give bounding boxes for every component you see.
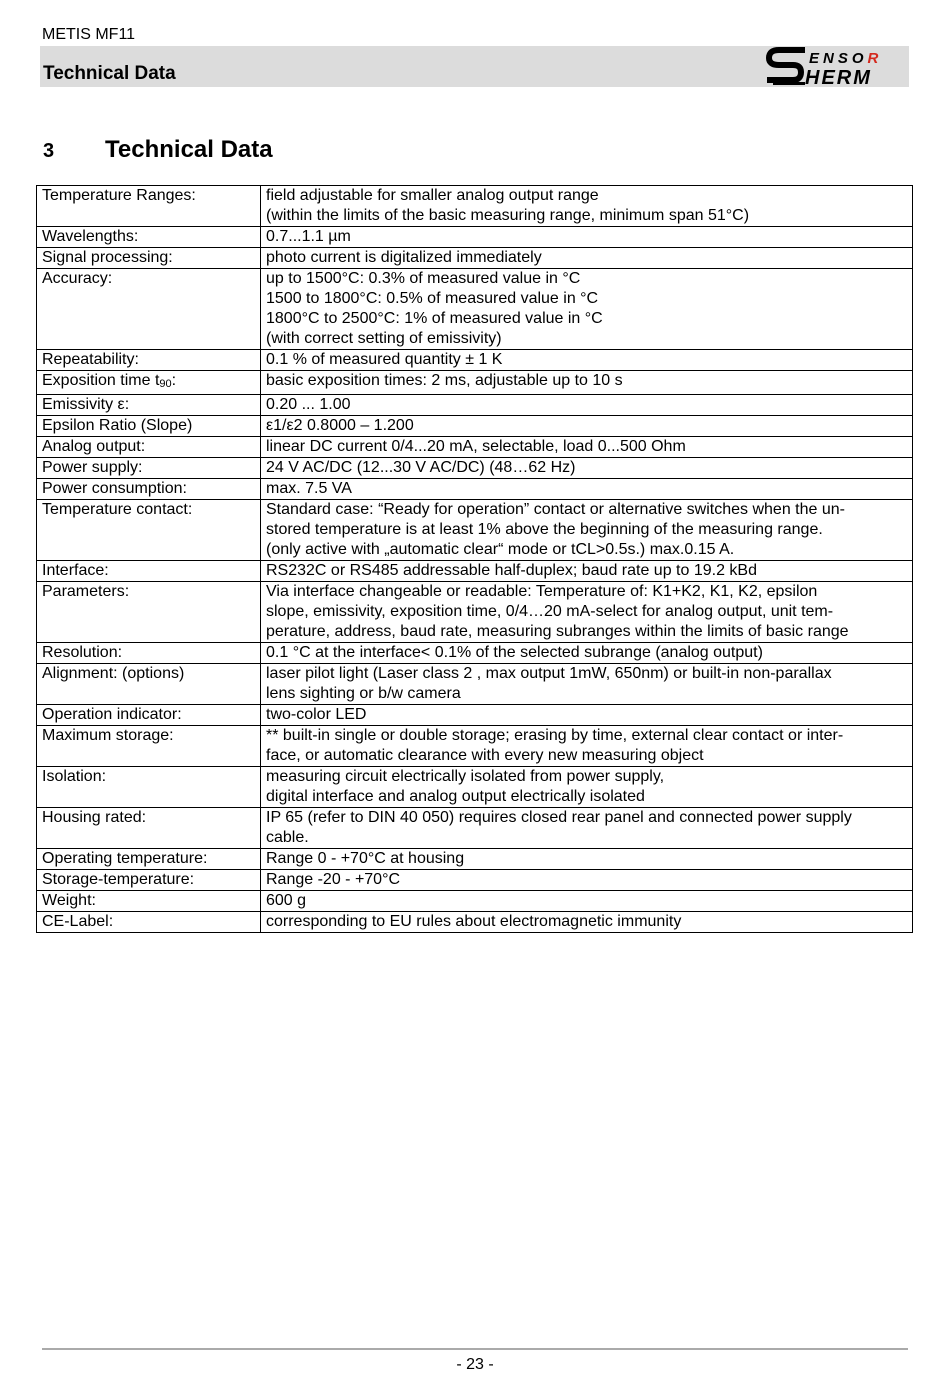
spec-label: Temperature contact:	[37, 500, 261, 561]
spec-label: Power supply:	[37, 458, 261, 479]
document-title: METIS MF11	[42, 26, 136, 43]
spec-label: Emissivity ε:	[37, 395, 261, 416]
spec-value-line: linear DC current 0/4...20 mA, selectable, load 0...500 Ohm	[266, 438, 686, 455]
table-row	[37, 350, 913, 371]
spec-value	[261, 416, 913, 437]
spec-value	[261, 248, 913, 269]
table-row	[37, 395, 913, 416]
spec-label: Alignment: (options)	[37, 664, 261, 705]
spec-value-line: lens sighting or b/w camera	[266, 685, 461, 702]
spec-value-line: cable.	[266, 829, 309, 846]
spec-label: Parameters:	[37, 582, 261, 643]
spec-value	[261, 808, 913, 849]
spec-value	[261, 395, 913, 416]
table-row	[37, 416, 913, 437]
spec-value-line: (within the limits of the basic measuring range, minimum span 51°C)	[266, 207, 750, 224]
spec-value-line: (with correct setting of emissivity)	[266, 330, 502, 347]
table-row	[37, 371, 913, 395]
section-number: 3	[43, 140, 55, 162]
spec-label: Maximum storage:	[37, 726, 261, 767]
spec-value-line: 0.1 % of measured quantity ± 1 K	[266, 351, 503, 368]
spec-label: Accuracy:	[37, 269, 261, 350]
spec-value-line: 24 V AC/DC (12...30 V AC/DC) (48…62 Hz)	[266, 459, 576, 476]
spec-label: Storage-temperature:	[37, 870, 261, 891]
spec-value	[261, 269, 913, 350]
spec-value-line: two-color LED	[266, 706, 367, 723]
spec-value-line: laser pilot light (Laser class 2 , max output 1mW, 650nm) or built-in non-parallax	[266, 665, 832, 682]
spec-value-line: up to 1500°C: 0.3% of measured value in °C	[266, 270, 581, 287]
spec-value-line: 0.7...1.1 µm	[266, 228, 351, 245]
table-row	[37, 479, 913, 500]
table-row	[37, 582, 913, 643]
spec-label: Signal processing:	[37, 248, 261, 269]
table-row	[37, 437, 913, 458]
spec-value	[261, 186, 913, 227]
spec-value	[261, 561, 913, 582]
table-row	[37, 849, 913, 870]
spec-label: Analog output:	[37, 437, 261, 458]
page-number: - 23 -	[456, 1356, 494, 1373]
spec-value	[261, 726, 913, 767]
spec-value	[261, 227, 913, 248]
spec-value	[261, 849, 913, 870]
section-heading	[43, 136, 273, 164]
spec-label: Housing rated:	[37, 808, 261, 849]
spec-label: Temperature Ranges:	[37, 186, 261, 227]
spec-value	[261, 582, 913, 643]
table-row	[37, 500, 913, 561]
spec-value-line: basic exposition times: 2 ms, adjustable up to 10 s	[266, 372, 623, 389]
spec-value-line: perature, address, baud rate, measuring subranges within the limits of basic range	[266, 623, 849, 640]
spec-value-line: 0.20 ... 1.00	[266, 396, 351, 413]
spec-value-line: 1800°C to 2500°C: 1% of measured value in °C	[266, 310, 603, 327]
spec-value	[261, 767, 913, 808]
footer-divider	[42, 1348, 908, 1350]
spec-value-line: ** built-in single or double storage; erasing by time, external clear contact or inter-	[266, 727, 844, 744]
spec-value	[261, 912, 913, 933]
table-row	[37, 726, 913, 767]
spec-label: Weight:	[37, 891, 261, 912]
spec-label: Operation indicator:	[37, 705, 261, 726]
logo-text-top: ENSOR	[809, 50, 883, 67]
spec-value-line: 1500 to 1800°C: 0.5% of measured value in °C	[266, 290, 599, 307]
spec-value	[261, 350, 913, 371]
header-section-title: Technical Data	[43, 63, 176, 84]
table-row	[37, 458, 913, 479]
spec-label: Operating temperature:	[37, 849, 261, 870]
header-bar	[40, 46, 909, 87]
spec-value	[261, 705, 913, 726]
spec-label: Wavelengths:	[37, 227, 261, 248]
table-row	[37, 643, 913, 664]
spec-label: Epsilon Ratio (Slope)	[37, 416, 261, 437]
table-row	[37, 891, 913, 912]
table-row	[37, 870, 913, 891]
spec-value-line: RS232C or RS485 addressable half-duplex; baud rate up to 19.2 kBd	[266, 562, 757, 579]
spec-value-line: IP 65 (refer to DIN 40 050) requires closed rear panel and connected power supply	[266, 809, 852, 826]
spec-value	[261, 664, 913, 705]
spec-value	[261, 479, 913, 500]
table-row	[37, 912, 913, 933]
sensortherm-logo	[765, 46, 907, 88]
table-row	[37, 227, 913, 248]
spec-value-line: field adjustable for smaller analog output range	[266, 187, 599, 204]
spec-value-line: 600 g	[266, 892, 307, 909]
section-title: Technical Data	[105, 136, 273, 163]
spec-value-line: Via interface changeable or readable: Temperature of: K1+K2, K1, K2, epsilon	[266, 583, 818, 600]
spec-label: Repeatability:	[37, 350, 261, 371]
spec-label: Exposition time t90:	[37, 371, 261, 395]
spec-value	[261, 870, 913, 891]
logo-text-bottom: HERM	[805, 67, 872, 88]
spec-value-line: digital interface and analog output electrically isolated	[266, 788, 645, 805]
spec-table	[36, 185, 913, 933]
spec-label: CE-Label:	[37, 912, 261, 933]
spec-value	[261, 643, 913, 664]
spec-label: Isolation:	[37, 767, 261, 808]
spec-value-line: (only active with „automatic clear“ mode or tCL>0.5s.) max.0.15 A.	[266, 541, 735, 558]
spec-value	[261, 371, 913, 395]
spec-value-line: stored temperature is at least 1% above the beginning of the measuring range.	[266, 521, 823, 538]
spec-value-line: slope, emissivity, exposition time, 0/4…20 mA-select for analog output, unit tem-	[266, 603, 834, 620]
spec-value-line: Standard case: “Ready for operation” contact or alternative switches when the un-	[266, 501, 845, 518]
spec-value	[261, 500, 913, 561]
spec-value-line: max. 7.5 VA	[266, 480, 352, 497]
spec-label: Power consumption:	[37, 479, 261, 500]
spec-label: Interface:	[37, 561, 261, 582]
table-row	[37, 248, 913, 269]
table-row	[37, 705, 913, 726]
table-row	[37, 664, 913, 705]
spec-value-line: 0.1 °C at the interface< 0.1% of the selected subrange (analog output)	[266, 644, 763, 661]
table-row	[37, 269, 913, 350]
spec-label: Resolution:	[37, 643, 261, 664]
spec-value-line: corresponding to EU rules about electromagnetic immunity	[266, 913, 682, 930]
table-row	[37, 561, 913, 582]
spec-value-line: face, or automatic clearance with every new measuring object	[266, 747, 704, 764]
spec-value	[261, 437, 913, 458]
spec-value	[261, 458, 913, 479]
spec-value-line: measuring circuit electrically isolated from power supply,	[266, 768, 665, 785]
table-row	[37, 808, 913, 849]
spec-value	[261, 891, 913, 912]
spec-value-line: photo current is digitalized immediately	[266, 249, 542, 266]
table-row	[37, 767, 913, 808]
spec-value-line: Range -20 - +70°C	[266, 871, 401, 888]
table-row	[37, 186, 913, 227]
spec-value-line: Range 0 - +70°C at housing	[266, 850, 465, 867]
spec-value-line: ε1/ε2 0.8000 – 1.200	[266, 417, 414, 434]
